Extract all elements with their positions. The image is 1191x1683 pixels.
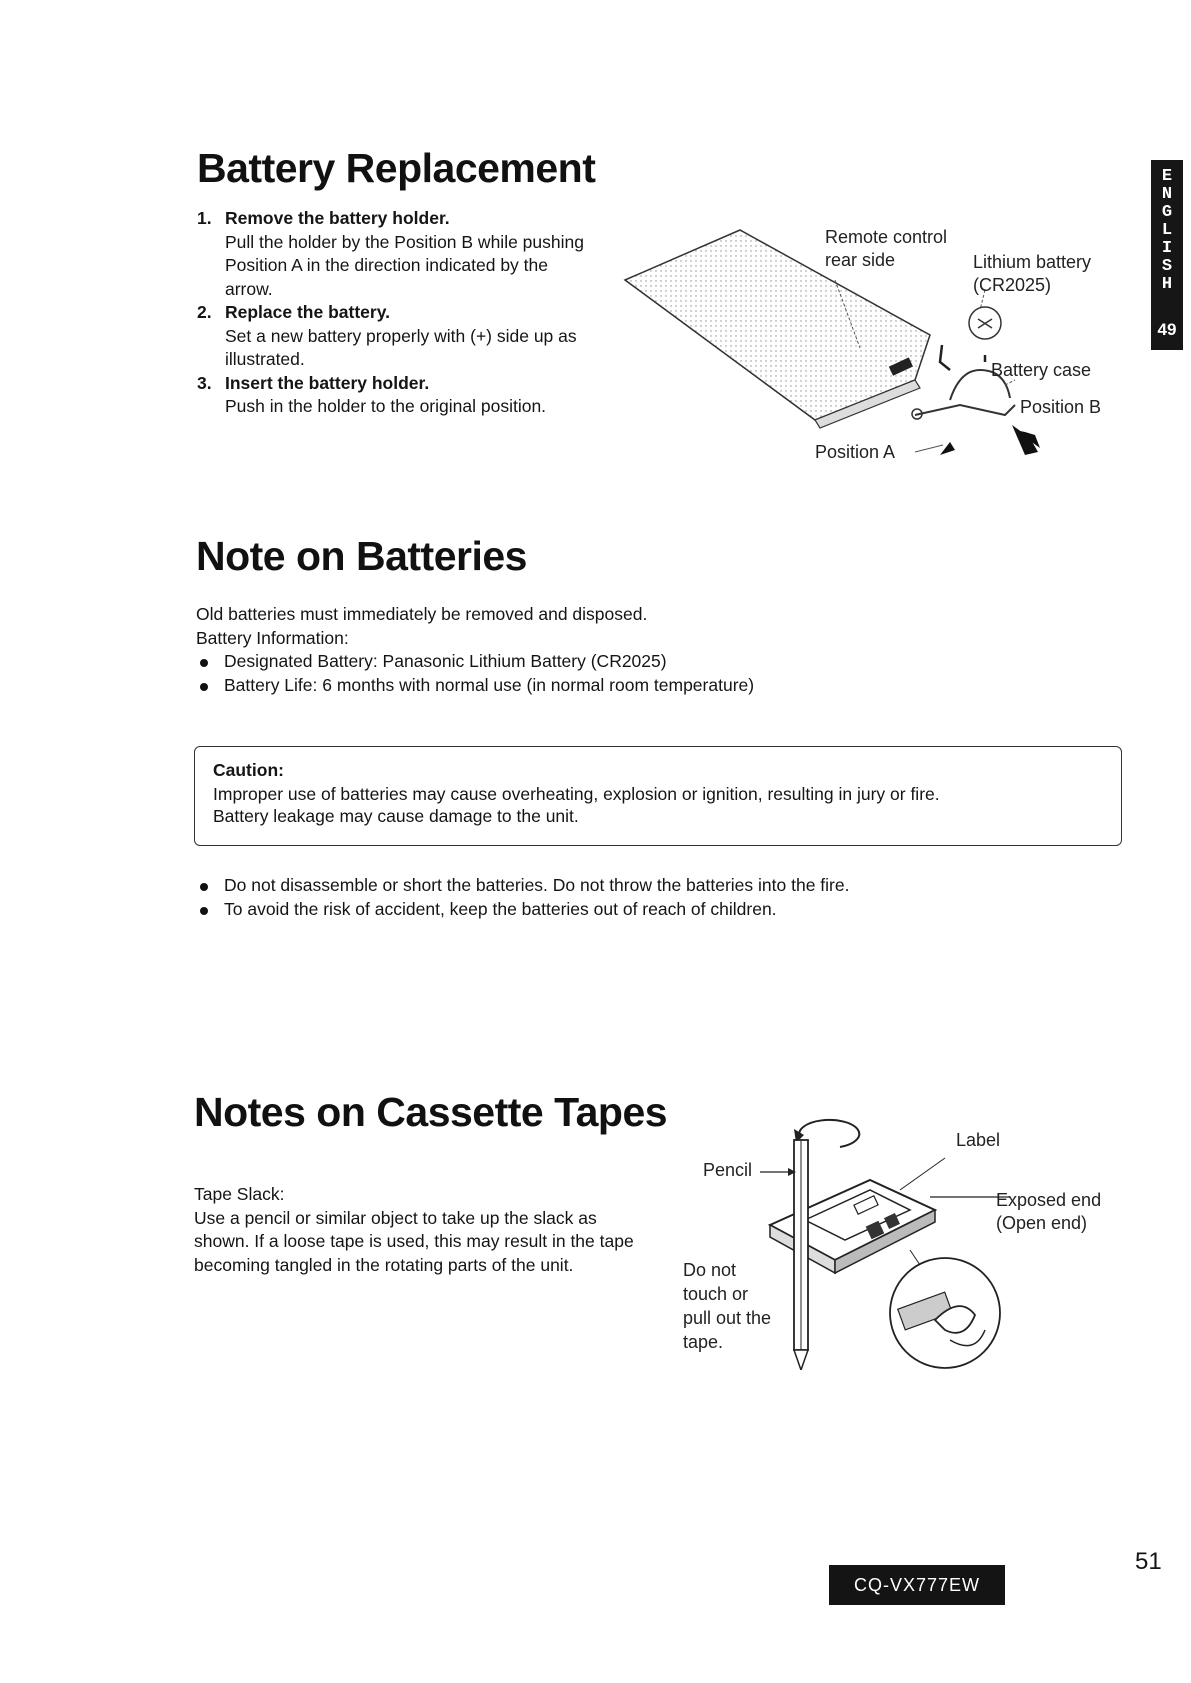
pencil-label: Pencil	[703, 1160, 753, 1180]
model-number-badge: CQ-VX777EW	[829, 1565, 1005, 1605]
step-body: Push in the holder to the original position.	[225, 396, 547, 416]
open-end-label: (Open end)	[996, 1213, 1088, 1233]
step-1	[197, 207, 592, 301]
cassette-heading: Notes on Cassette Tapes	[194, 1089, 668, 1135]
list-item: Do not disassemble or short the batteries. Do not throw the batteries into the fire.	[196, 874, 1096, 898]
lithium-battery-label: Lithium battery	[973, 252, 1092, 272]
tab-letter: L	[1161, 221, 1173, 240]
step-title: Remove the battery holder.	[225, 208, 450, 228]
step-2	[197, 301, 592, 372]
caution-line: Battery leakage may cause damage to the unit.	[213, 806, 579, 826]
do-not-label: pull out the	[683, 1308, 772, 1328]
tab-letter: H	[1161, 275, 1173, 294]
tab-letter: G	[1161, 203, 1173, 222]
tab-letter: S	[1161, 257, 1173, 276]
tab-letter: I	[1161, 239, 1173, 258]
list-item: To avoid the risk of accident, keep the batteries out of reach of children.	[196, 898, 1096, 922]
cr2025-label: (CR2025)	[973, 275, 1052, 295]
battery-case-label: Battery case	[991, 360, 1092, 380]
position-a-label: Position A	[815, 442, 896, 462]
tape-slack-body: Use a pencil or similar object to take up the slack as shown. If a loose tape is used, this may result in the tape becoming tangled in the rotating parts of the unit.	[194, 1207, 634, 1275]
cassette-pencil-illustration	[760, 1115, 1020, 1370]
step-title: Replace the battery.	[225, 302, 391, 322]
battery-notes	[196, 603, 1096, 697]
step-number: 3.	[197, 372, 212, 393]
exposed-end-label: Exposed end	[996, 1190, 1102, 1210]
page-number: 51	[1135, 1548, 1162, 1575]
list-item: Designated Battery: Panasonic Lithium Battery (CR2025)	[196, 650, 1096, 674]
tab-letter: E	[1161, 167, 1173, 186]
battery-warnings	[196, 874, 1096, 921]
remote-control-label: Remote control	[825, 227, 948, 247]
battery-info-label: Battery Information:	[196, 627, 349, 648]
do-not-label: Do not	[683, 1260, 737, 1280]
tab-letter: N	[1161, 185, 1173, 204]
caution-line: Improper use of batteries may cause overheating, explosion or ignition, resulting in jury or fire.	[213, 784, 940, 804]
caution-title: Caution:	[213, 760, 284, 780]
step-number: 1.	[197, 208, 212, 228]
rear-side-label: rear side	[825, 250, 896, 270]
list-item: Battery Life: 6 months with normal use (in normal room temperature)	[196, 674, 1096, 698]
language-tab	[1151, 160, 1183, 350]
tape-slack-label: Tape Slack:	[194, 1184, 285, 1204]
battery-info-list	[196, 650, 1096, 697]
battery-replacement-heading: Battery Replacement	[197, 145, 596, 191]
cassette-text	[194, 1183, 640, 1277]
note-on-batteries-heading: Note on Batteries	[196, 533, 527, 579]
disposal-note: Old batteries must immediately be removed and disposed.	[196, 604, 648, 624]
step-body: Set a new battery properly with (+) side up as illustrated.	[225, 325, 577, 369]
battery-steps	[197, 207, 592, 419]
step-number: 2.	[197, 302, 212, 322]
cassette-label-label: Label	[956, 1130, 1001, 1150]
do-not-label: touch or	[683, 1284, 749, 1304]
step-body: Pull the holder by the Position B while pushing Position A in the direction indicated by the arrow.	[225, 231, 584, 299]
do-not-label: tape.	[683, 1332, 724, 1352]
caution-box	[194, 746, 1122, 846]
warning-list	[196, 874, 1096, 921]
tab-page-number: 49	[1157, 320, 1177, 339]
step-3	[197, 372, 592, 419]
position-b-label: Position B	[1020, 397, 1102, 417]
step-title: Insert the battery holder.	[225, 372, 430, 393]
